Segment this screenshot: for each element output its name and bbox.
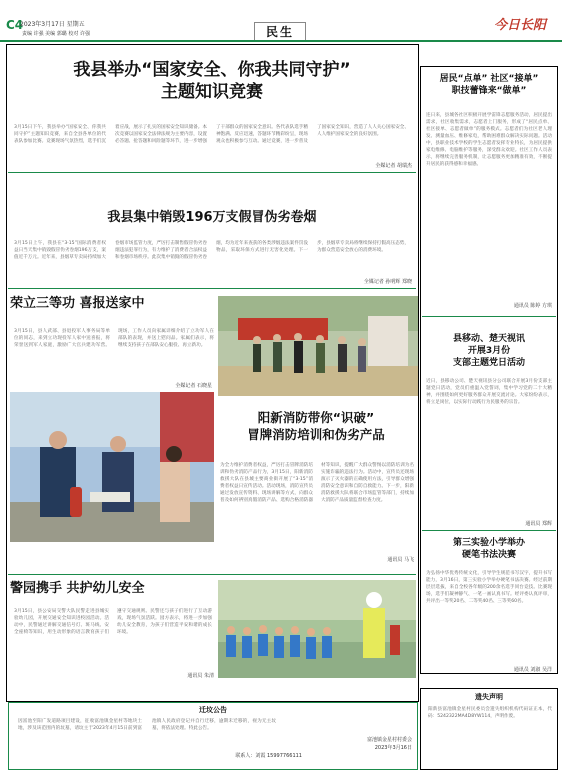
divider <box>8 574 416 575</box>
article4-title-line2: 冒牌消防培训和伪劣产品 <box>247 427 385 442</box>
article2-byline: 全媒记者 孙明辉 郑晓 <box>363 279 412 285</box>
editors-line: 责编 许强 美编 郭璐 校对 许强 <box>22 31 90 37</box>
notice-issuer: 富池镇金星村村委会 <box>366 737 412 743</box>
article1-byline: 全媒记者 胡瑞杰 <box>375 163 412 169</box>
sidebar-item2-body: 近日，县移动公司、楚天视讯县分公司联合开展3月份支部主题党日活动，党员们重温入党誓词，集中学习党的二十大精神，并围绕如何更好服务群众开展交流讨论。大家纷纷表示，将立足岗位，以实际行动践行为民服务的宗旨。 <box>426 379 552 405</box>
article4-body: 为全力维护消费者权益，严厉打击冒牌消防培训和伪劣消防产品行为，3月15日，阳新消防救援大队在县城主要商业街开展了“3·15”消费者权益日宣传活动。活动现场，消防宣传员通过发放宣传资料、现场讲解等方式，向群众普及如何辨别真假消防产品、选购合格消防器材等知识，提醒广大群众警惕以消防培训为名实施诈骗的违法行为。活动中，宣传员还现场演示了灭火器的正确使用方法，引导群众增强消防安全意识和自防自救能力。下一步，阳新消防救援大队将联合市场监管等部门，持续加大消防产品质量监督检查力度。 <box>220 463 414 503</box>
sidebar-item3-body: 为弘扬中华优秀传统文化，引导学生规范书写汉字，提升书写能力，3月16日，第三实验小学举办硬笔书法决赛。经过前期层层选拔，来自全校各年级的200余名选手同台竞技。比赛现场，选手们凝神静气、一笔一画认真书写。经评委认真评审，共评出一等奖20名、二等奖40名、三等奖60名。 <box>426 571 552 604</box>
honor-ceremony-photo <box>218 296 418 396</box>
sidebar-item3-byline: 通讯员 刘淑 吴洋 <box>513 667 552 673</box>
article1-title-line2: 主题知识竞赛 <box>161 82 263 102</box>
kindergarten-photo <box>218 580 416 678</box>
sidebar-item2-title-line2: 开展3月份 <box>467 346 511 356</box>
sidebar-item3-title-line1: 第三实验小学举办 <box>452 538 525 548</box>
article2-title: 我县集中销毁196万支假冒伪劣卷烟 <box>107 210 317 225</box>
article3-byline: 全媒记者 石晓星 <box>175 383 212 389</box>
article1-title-line1: 我县举办“国家安全、你我共同守护” <box>73 60 351 80</box>
article1-body: 3月15日下午，我县举办“国家安全、你我共同守护”主题知识竞赛，来自全县各单位的代表队参加比赛。竞赛现场气氛热烈，选手们沉着应战，展示了扎实的国家安全知识储备。本次竞赛以国家安全法律法规为主要内容，设置必答题、抢答题和风险题等环节，进一步增强了干部群众的国家安全意识。各代表队选手精神饱满、反应迅速，答题环节精彩纷呈，现场观众也积极参与互动。通过竞赛，进一步普及了国家安全知识，营造了人人关心国家安全、人人维护国家安全的良好氛围。 <box>14 125 409 144</box>
lost-statement-title: 遗失声明 <box>475 693 503 701</box>
sidebar-item3-title-line2: 硬笔书法决赛 <box>461 550 516 560</box>
firefighter-photo <box>10 392 214 542</box>
sidebar-item1-byline: 通讯员 陈婷 方琪 <box>513 303 552 309</box>
article4-title-line1: 阳新消防带你“识破” <box>257 410 375 425</box>
sidebar-item1-title-line2: 职技蕾锋来“做单” <box>451 86 527 96</box>
notice-title: 迁坟公告 <box>199 706 227 714</box>
article3-body: 3月15日，县人武部、县退役军人事务局等单位的同志，来到立功现役军人家中送喜报，将荣誉送到军人家庭，激励广大官兵建功军营。现场，工作人员向家属详细介绍了立功军人在部队的表现，并送上慰问品。家属们表示，将继续支持孩子在部队安心服役、再立新功。 <box>14 329 214 348</box>
divider <box>8 172 416 173</box>
article5-title: 警园携手 共护幼儿安全 <box>10 581 145 596</box>
lost-statement-body: 阳新县富池镇金星村民委员会遗失组织机构代码证正本，代码：5242322MA4D8YW114，声明作废。 <box>428 707 552 719</box>
sidebar-item2-byline: 通讯员 郑辉 <box>525 521 552 527</box>
notice-date: 2023年3月16日 <box>374 745 412 751</box>
issue-date: 2023年3月17日 星期五 <box>20 21 85 28</box>
article3-title: 荣立三等功 喜报送家中 <box>10 296 145 311</box>
sidebar-item2-title-line3: 支部主题党日活动 <box>452 358 525 368</box>
sidebar-item1-body: 连日来，县城各社区积极开展学雷锋志愿服务活动，居民提出需求，社区收集需求，志愿者上门服务，形成了“居民点单、社区接单、志愿者做单”的服务模式。志愿者们为社区老人理发、测量血压、维修家电，帮助困难群众解决实际问题。活动中，县职业技术学校的学生志愿者发挥专业特长，为居民提供家电维修、电脑维护等服务，深受群众欢迎。社区工作人员表示，将继续完善服务机制，让志愿服务更加精准有效，不断提升居民的获得感和幸福感。 <box>426 113 552 167</box>
article2-body: 3月15日上午，我县在“3·15”国际消费者权益日当天集中销毁假冒伪劣卷烟196万支，案值近千万元。近年来，县烟草专卖局持续加大卷烟市场监管力度，严厉打击制售假冒伪劣卷烟违法犯罪行为，有力维护了消费者合法权益和卷烟市场秩序。此次集中销毁的假冒伪劣卷烟，均为近年来查获的各类涉烟违法案件罚没物品，采取环保方式进行无害化处理。下一步，县烟草专卖局将继续保持打假高压态势，为群众营造安全放心的消费环境。 <box>14 241 409 260</box>
notice-contact: 联系人：刘霞 15997766111 <box>235 753 302 759</box>
header-rule <box>0 40 562 42</box>
sidebar-item1-title-line1: 居民“点单” 社区“接单” <box>439 74 539 84</box>
divider <box>422 530 556 531</box>
article5-body: 3月15日，县公安局交警大队民警走进县城实验幼儿园，开展交通安全知识进校园活动。活动中，民警通过讲解交通信号灯、斑马线、安全座椅等知识，用生动形象的语言教育孩子们遵守交通规则。民警还与孩子们进行了互动游戏，现场气氛活跃。园方表示，将进一步加强幼儿安全教育，为孩子们营造平安和谐的成长环境。 <box>14 609 212 635</box>
sidebar-item2-title-line1: 县移动、楚天视讯 <box>452 334 525 344</box>
newspaper-logo: 今日长阳 <box>494 18 547 33</box>
notice-body: 因富池至阳广发道路项目建设，征收富池镇金星村等地块土地，涉及该范围内的坟墓，请坟主于2023年4月15日前到富池镇人民政府登记并自行迁移，逾期未迁移的，视为无主坟墓，将依法处理。特此公告。 <box>18 719 276 731</box>
divider <box>8 288 416 289</box>
article5-byline: 通讯员 朱清 <box>187 673 214 679</box>
section-name: 民生 <box>265 25 294 39</box>
article4-byline: 通讯员 马飞 <box>387 557 414 563</box>
page-number: C4 <box>6 18 24 32</box>
divider <box>422 316 556 317</box>
